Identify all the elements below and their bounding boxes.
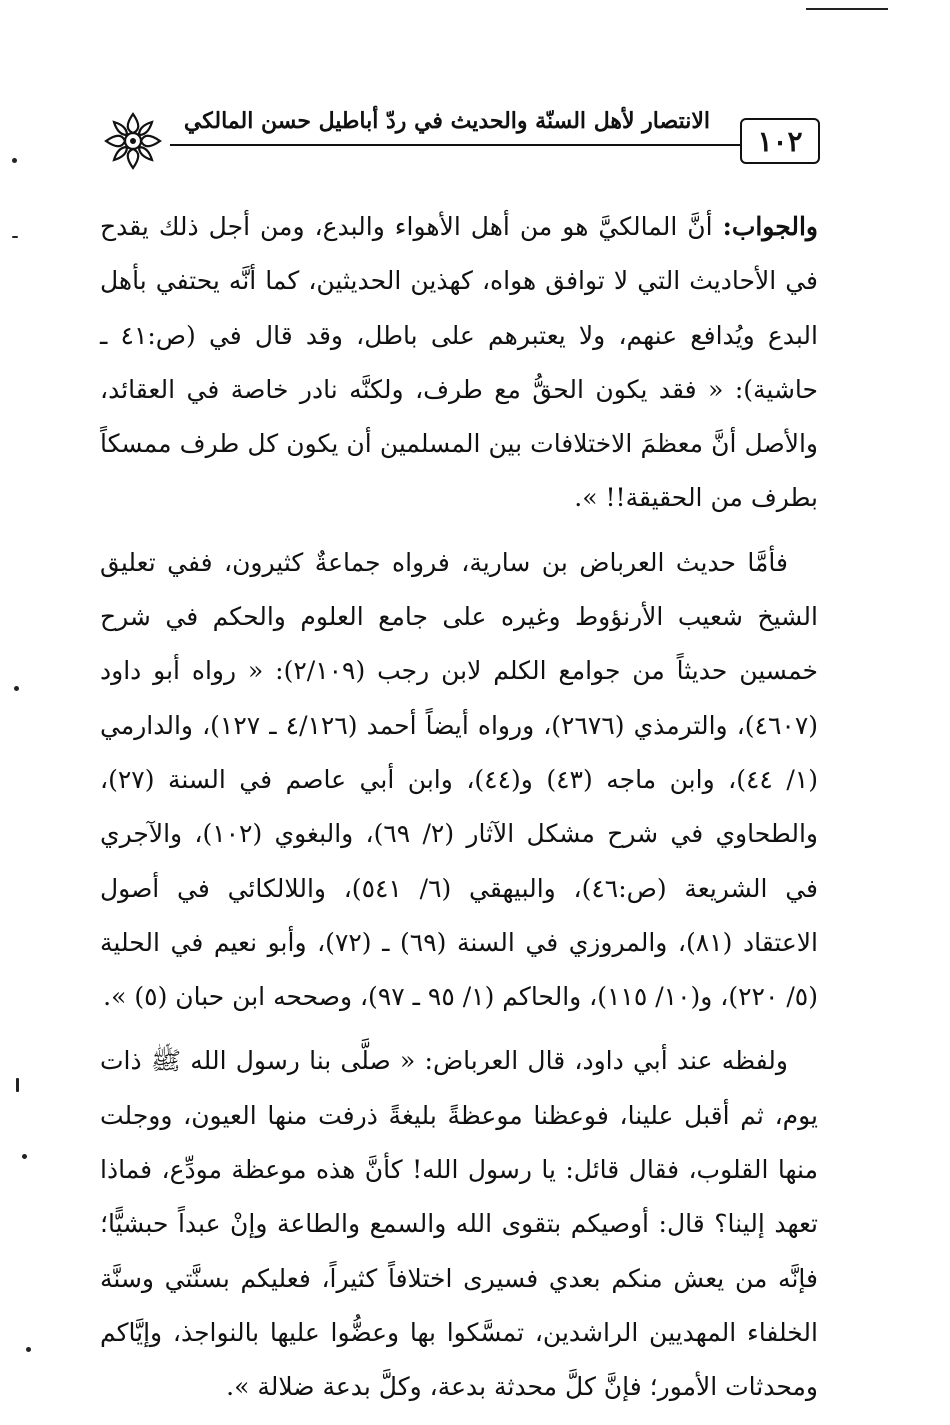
page-number-box	[740, 118, 820, 164]
answer-lead: والجواب:	[722, 212, 818, 241]
paragraph-text: أنَّ المالكيَّ هو من أهل الأهواء والبدع، ومن أجل ذلك يقدح في الأحاديث التي لا توافق هواه، كهذين الحديثين، كما أنَّه يحتفي بأهل البدع ويُدافع عنهم، ولا يعتبرهم على باطل، وقد قال في (ص:٤١ ـ حاشية): « فقد يكون الحقُّ مع طرف، ولكنَّه نادر خاصة في العقائد، والأصل أنَّ معظمَ الاختلافات بين المسلمين أن يكون كل طرف ممسكاً بطرف من الحقيقة!! ».	[100, 212, 818, 513]
running-title: الانتصار لأهل السنّة والحديث في ردّ أباطيل حسن المالكي	[183, 108, 710, 134]
margin-mark	[22, 1154, 27, 1159]
header-rule	[170, 144, 742, 146]
paragraph-text: ولفظه عند أبي داود، قال العرباض: « صلَّى بنا رسول الله ﷺ ذات يوم، ثم أقبل علينا، فوعظنا موعظةً بليغةً ذرفت منها العيون، ووجلت منها القلوب، فقال قائل: يا رسول الله! كأنَّ هذه موعظة مودِّع، فماذا تعهد إلينا؟ قال: أوصيكم بتقوى الله والسمع والطاعة وإنْ عبداً حبشيًّا؛ فإنَّه من يعش منكم بعدي فسيرى اختلافاً كثيراً، فعليكم بسنَّتي وسنَّة الخلفاء المهديين الراشدين، تمسَّكوا بها وعضُّوا عليها بالنواجذ، وإيَّاكم ومحدثات الأمور؛ فإنَّ كلَّ محدثة بدعة، وكلَّ بدعة ضلالة ».	[100, 1046, 818, 1402]
ornament-icon	[100, 108, 166, 174]
margin-mark	[26, 1347, 31, 1352]
margin-mark	[16, 1078, 19, 1092]
page-number: ١٠٢	[757, 124, 803, 158]
margin-mark	[14, 686, 19, 691]
margin-mark	[12, 236, 18, 238]
paragraph-hadith-narrators	[100, 536, 818, 1025]
paragraph-text: فأمَّا حديث العرباض بن سارية، فرواه جماعةٌ كثيرون، ففي تعليق الشيخ شعيب الأرنؤوط وغيره على جامع العلوم والحكم في شرح خمسين حديثاً من جوامع الكلم لابن رجب (٢/١٠٩): « رواه أبو داود (٤٦٠٧)، والترمذي (٢٦٧٦)، ورواه أيضاً أحمد (٤/١٢٦ ـ ١٢٧)، والدارمي (١/ ٤٤)، وابن ماجه (٤٣) و(٤٤)، وابن أبي عاصم في السنة (٢٧)، والطحاوي في شرح مشكل الآثار (٢/ ٦٩)، والبغوي (١٠٢)، والآجري في الشريعة (ص:٤٦)، والبيهقي (٦/ ٥٤١)، واللالكائي في أصول الاعتقاد (٨١)، والمروزي في السنة (٦٩) ـ (٧٢)، وأبو نعيم في الحلية (٥/ ٢٢٠)، و(١٠/ ١١٥)، والحاكم (١/ ٩٥ ـ ٩٧)، وصححه ابن حبان (٥) ».	[100, 547, 819, 1012]
main-text	[100, 200, 818, 1425]
margin-mark	[12, 158, 17, 163]
top-edge-rule	[806, 8, 888, 10]
paragraph-hadith-text	[100, 1034, 818, 1414]
page-header	[100, 100, 820, 180]
paragraph-answer	[100, 200, 818, 526]
